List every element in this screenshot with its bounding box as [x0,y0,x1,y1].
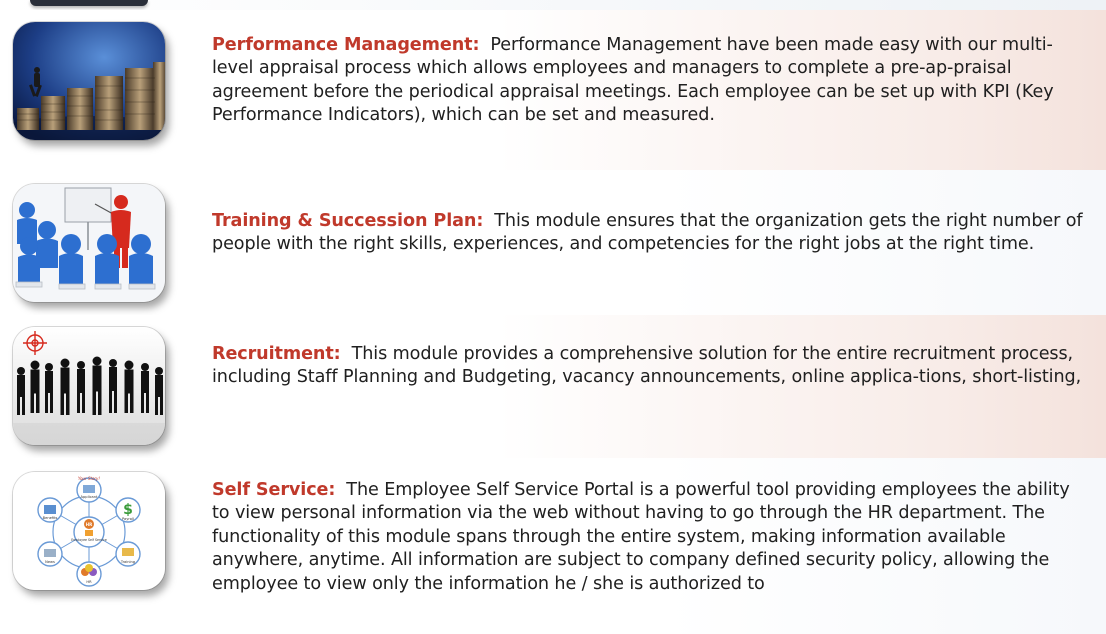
diagram-right-bottom-label: Training [120,560,136,564]
diagram-center-label: Employee Self Service [71,538,107,542]
training-presentation-icon [13,184,165,302]
recruitment-target-icon [13,327,165,445]
self-service-diagram-icon [13,472,165,590]
section-text-self-service [212,479,1092,596]
diagram-top-note: Your Story! [77,476,101,481]
section-text-training [212,210,1092,257]
section-title: Self Service: [212,480,336,500]
top-strip [0,0,1106,10]
section-text-recruitment [212,343,1092,390]
previous-image-edge [30,0,148,6]
section-body: This module ensures that the organization gets the right number of people with the right skills, experiences, and competencies for the right jobs at the right time. [212,211,1083,255]
diagram-left-top-label: Benefits [42,516,58,520]
section-title: Performance Management: [212,35,480,55]
diagram-right-top-label: Payroll [122,517,134,521]
section-title: Recruitment: [212,344,341,364]
coins-stairs-icon [13,22,165,140]
diagram-left-bottom-label: News [45,560,55,564]
section-text-performance [212,34,1092,128]
svg-text:$: $ [123,502,133,518]
section-title: Training & Succession Plan: [212,211,484,231]
section-body: Performance Management have been made easy with our multi-level appraisal process which allows employees and managers to complete a pre-ap-praisal agreement before the periodical appraisal meetings. Each employee can be set up with KPI (Key Performance Indicators), which can be set and measured. [212,35,1054,126]
diagram-hub-label: HR [85,522,93,527]
section-body: The Employee Self Service Portal is a powerful tool providing employees the ability to view personal information via the web without having to go through the HR department. The functionality of this module spans through the entire system, making information available anywhere, anytime. All information are subject to company defined security policy, allowing the employee to view only the information he / she is authorized to [212,480,1070,594]
section-body: This module provides a comprehensive solution for the entire recruitment process, including Staff Planning and Budgeting, vacancy announcements, online applica-tions, short-listing, [212,344,1082,388]
diagram-top-label: Applicant [80,495,98,499]
diagram-bottom-label: HR [86,580,92,584]
